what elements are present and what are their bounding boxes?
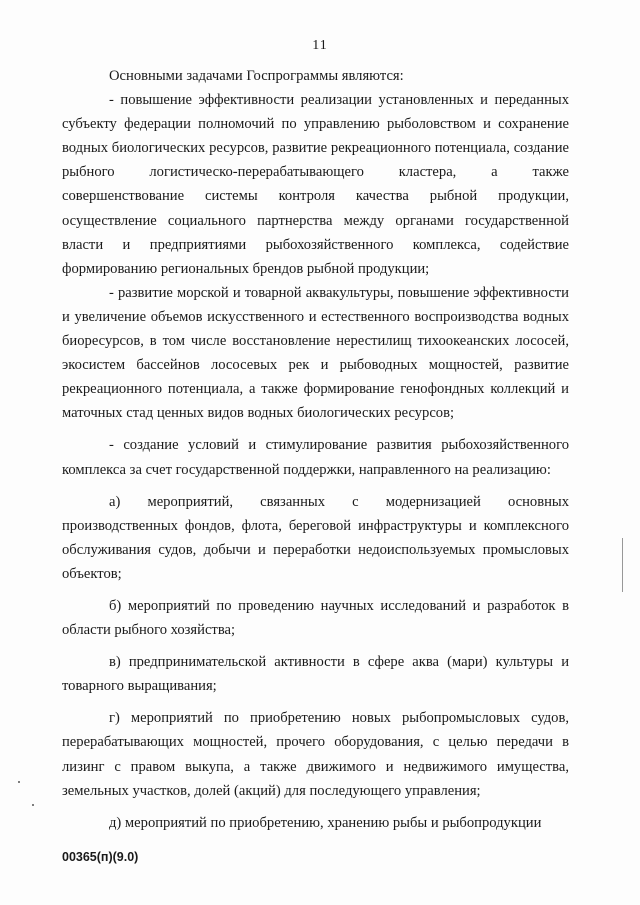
document-code: 00365(п)(9.0)	[62, 850, 139, 864]
paragraph-item-d: д) мероприятий по приобретению, хранению рыбы и рыбопродукции	[109, 814, 542, 831]
paragraph-item-g: г) мероприятий по приобретению новых рыбопромысловых судов, перерабатывающих мощностей, прочего оборудования, с целью передачи в лизинг с правом выкупа, а также движимого и недвижимого имущества, земельных участков, долей (акций) для последующего управления;	[62, 710, 569, 799]
paragraph-item-b: б) мероприятий по проведению научных исследований и разработок в области рыбного хозяйства;	[62, 597, 569, 639]
paragraph-item-a: а) мероприятий, связанных с модернизацией основных производственных фондов, флота, береговой инфраструктуры и комплексного обслуживания судов, добычи и переработки недоиспользуемых промысловых объектов;	[62, 493, 569, 582]
paragraph-task-2: - развитие морской и товарной аквакультуры, повышение эффективности и увеличение объемов искусственного и естественного воспроизводства водных биоресурсов, в том числе восстановление нерестилищ тихоокеанских лососей, экосистем бассейнов лососевых рек и рыбоводных мощностей, развитие рекреационного потенциала, а также формирование генофондных коллекций и маточных стад ценных видов водных биологических ресурсов;	[62, 284, 569, 422]
page-number: 11	[312, 38, 328, 53]
paragraph-intro: Основными задачами Госпрограммы являются:	[109, 68, 404, 84]
scan-artifact	[32, 804, 34, 806]
paragraph-task-3: - создание условий и стимулирование развития рыбохозяйственного комплекса за счет государственной поддержки, направленного на реализацию:	[62, 437, 569, 478]
document-body	[62, 64, 569, 835]
scan-artifact	[18, 781, 20, 783]
paragraph-item-v: в) предпринимательской активности в сфере аква (мари) культуры и товарного выращивания;	[62, 654, 569, 695]
scan-artifact	[622, 538, 623, 592]
paragraph-task-1: - повышение эффективности реализации установленных и переданных субъекту федерации полномочий по управлению рыболовством и сохранение водных биологических ресурсов, развитие рекреационного потенциала, создание рыбного логистическо-перерабатывающего кластера, а также совершенствование системы контроля качества рыбной продукции, осуществление социального партнерства между органами государственной власти и предприятиями рыбохозяйственного комплекса, содействие формированию региональных брендов рыбной продукции;	[62, 92, 569, 277]
